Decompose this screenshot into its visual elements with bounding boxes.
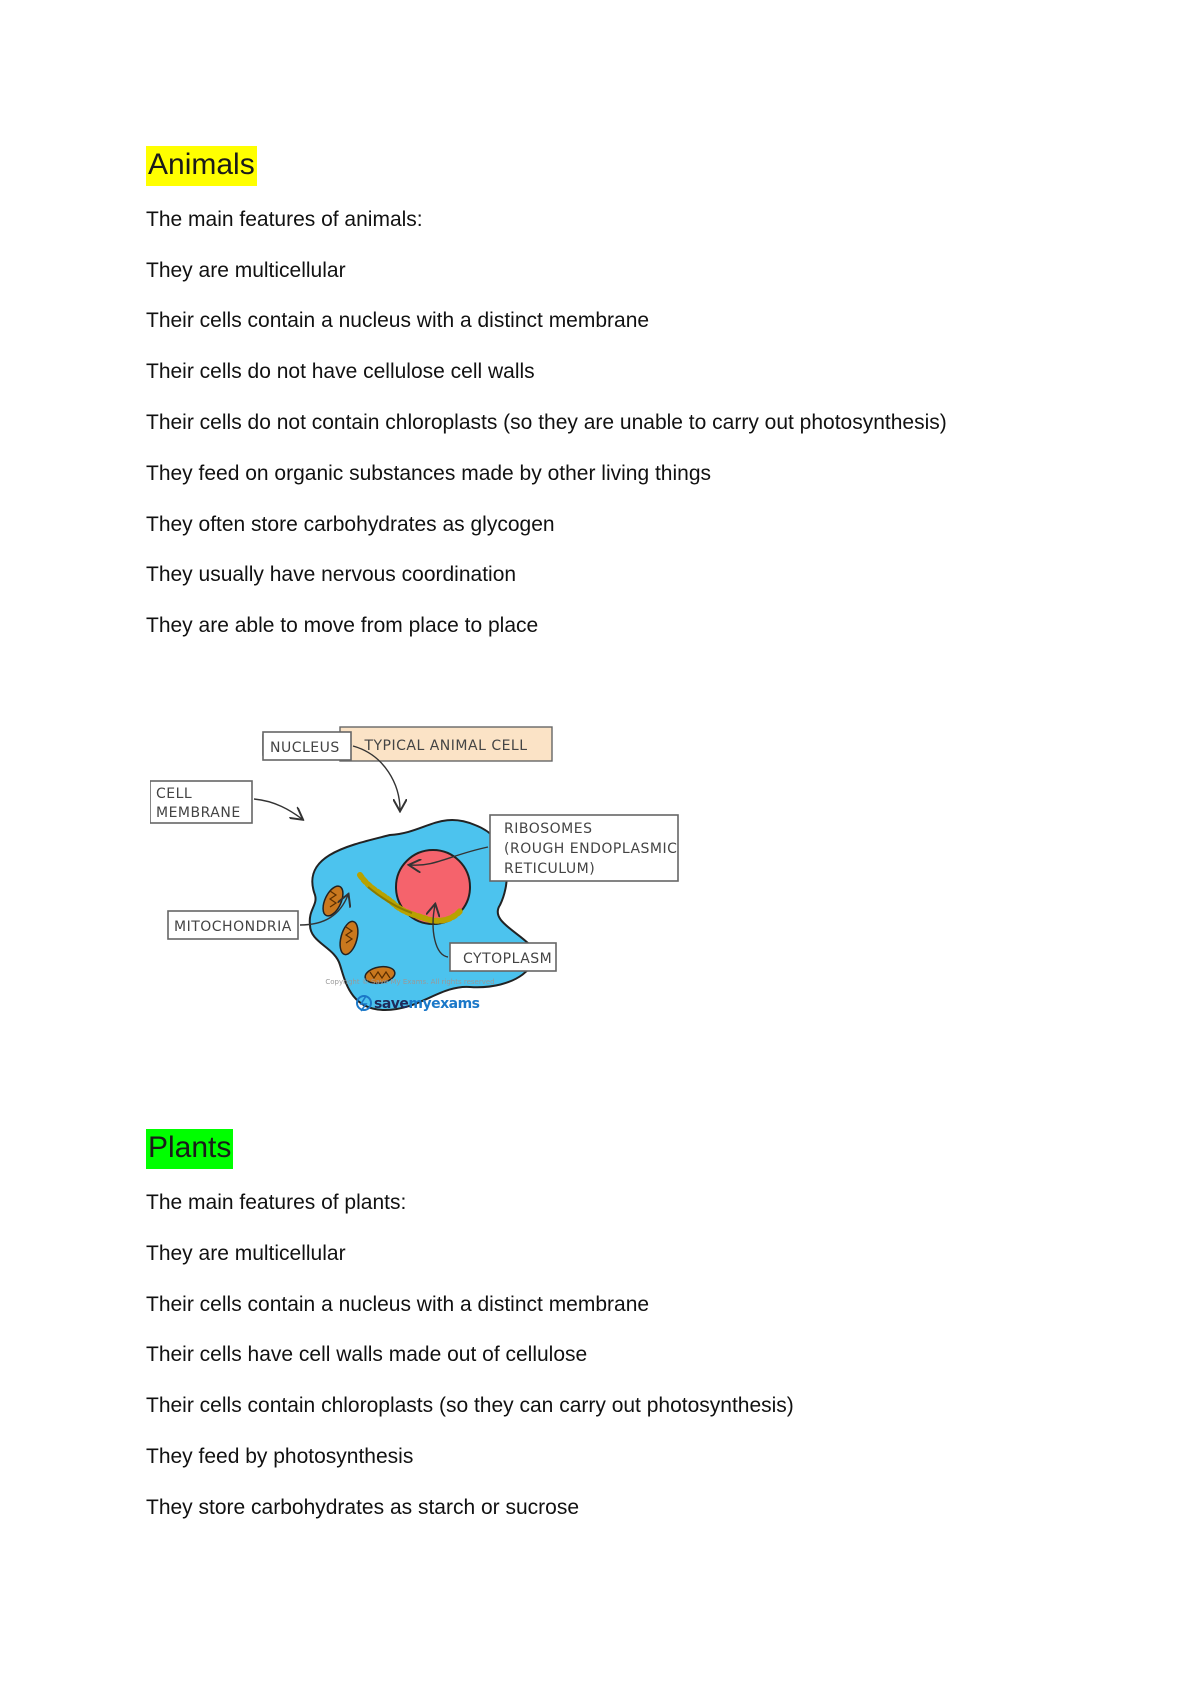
animals-intro: The main features of animals: xyxy=(146,208,423,231)
animals-heading: Animals xyxy=(146,146,257,186)
animals-feature: Their cells contain a nucleus with a distinct membrane xyxy=(146,309,650,332)
nucleus-label: NUCLEUS xyxy=(270,740,340,756)
cytoplasm-label: CYTOPLASM xyxy=(463,951,553,967)
animals-feature: They feed on organic substances made by other living things xyxy=(146,462,712,485)
plants-intro: The main features of plants: xyxy=(146,1191,407,1214)
cell-membrane-label: MEMBRANE xyxy=(156,805,241,821)
animals-feature: They often store carbohydrates as glycogen xyxy=(146,513,555,536)
ribosomes-label: (ROUGH ENDOPLASMIC xyxy=(504,841,678,857)
brand-my: my xyxy=(408,996,432,1012)
plants-feature: Their cells contain a nucleus with a distinct membrane xyxy=(146,1293,650,1316)
ribosomes-label: RETICULUM) xyxy=(504,861,596,877)
svg-text:savemyexams xyxy=(374,996,480,1012)
animals-feature: They are multicellular xyxy=(146,259,346,282)
plants-feature: They are multicellular xyxy=(146,1242,346,1265)
animals-feature: They are able to move from place to place xyxy=(146,614,539,637)
ribosomes-label: RIBOSOMES xyxy=(504,821,593,837)
cell-membrane-label: CELL xyxy=(156,786,193,802)
plants-heading: Plants xyxy=(146,1129,233,1169)
plants-feature: Their cells have cell walls made out of cellulose xyxy=(146,1343,588,1366)
mitochondria-label: MITOCHONDRIA xyxy=(174,919,292,935)
copyright-text: Copyright © Save My Exams. All rights reserved xyxy=(325,978,495,986)
plants-feature: They feed by photosynthesis xyxy=(146,1445,414,1468)
save-my-exams-logo xyxy=(357,996,480,1012)
animals-feature: Their cells do not contain chloroplasts (so they are unable to carry out photosynthesis) xyxy=(146,411,947,434)
plants-feature: Their cells contain chloroplasts (so they can carry out photosynthesis) xyxy=(146,1394,794,1417)
brand-exams: exams xyxy=(431,996,480,1012)
plants-feature: They store carbohydrates as starch or sucrose xyxy=(146,1496,580,1519)
animals-feature: Their cells do not have cellulose cell walls xyxy=(146,360,535,383)
figure-title: TYPICAL ANIMAL CELL xyxy=(364,738,528,754)
animal-cell-figure xyxy=(150,715,750,1095)
brand-save: save xyxy=(374,996,409,1012)
animals-feature: They usually have nervous coordination xyxy=(146,563,517,586)
